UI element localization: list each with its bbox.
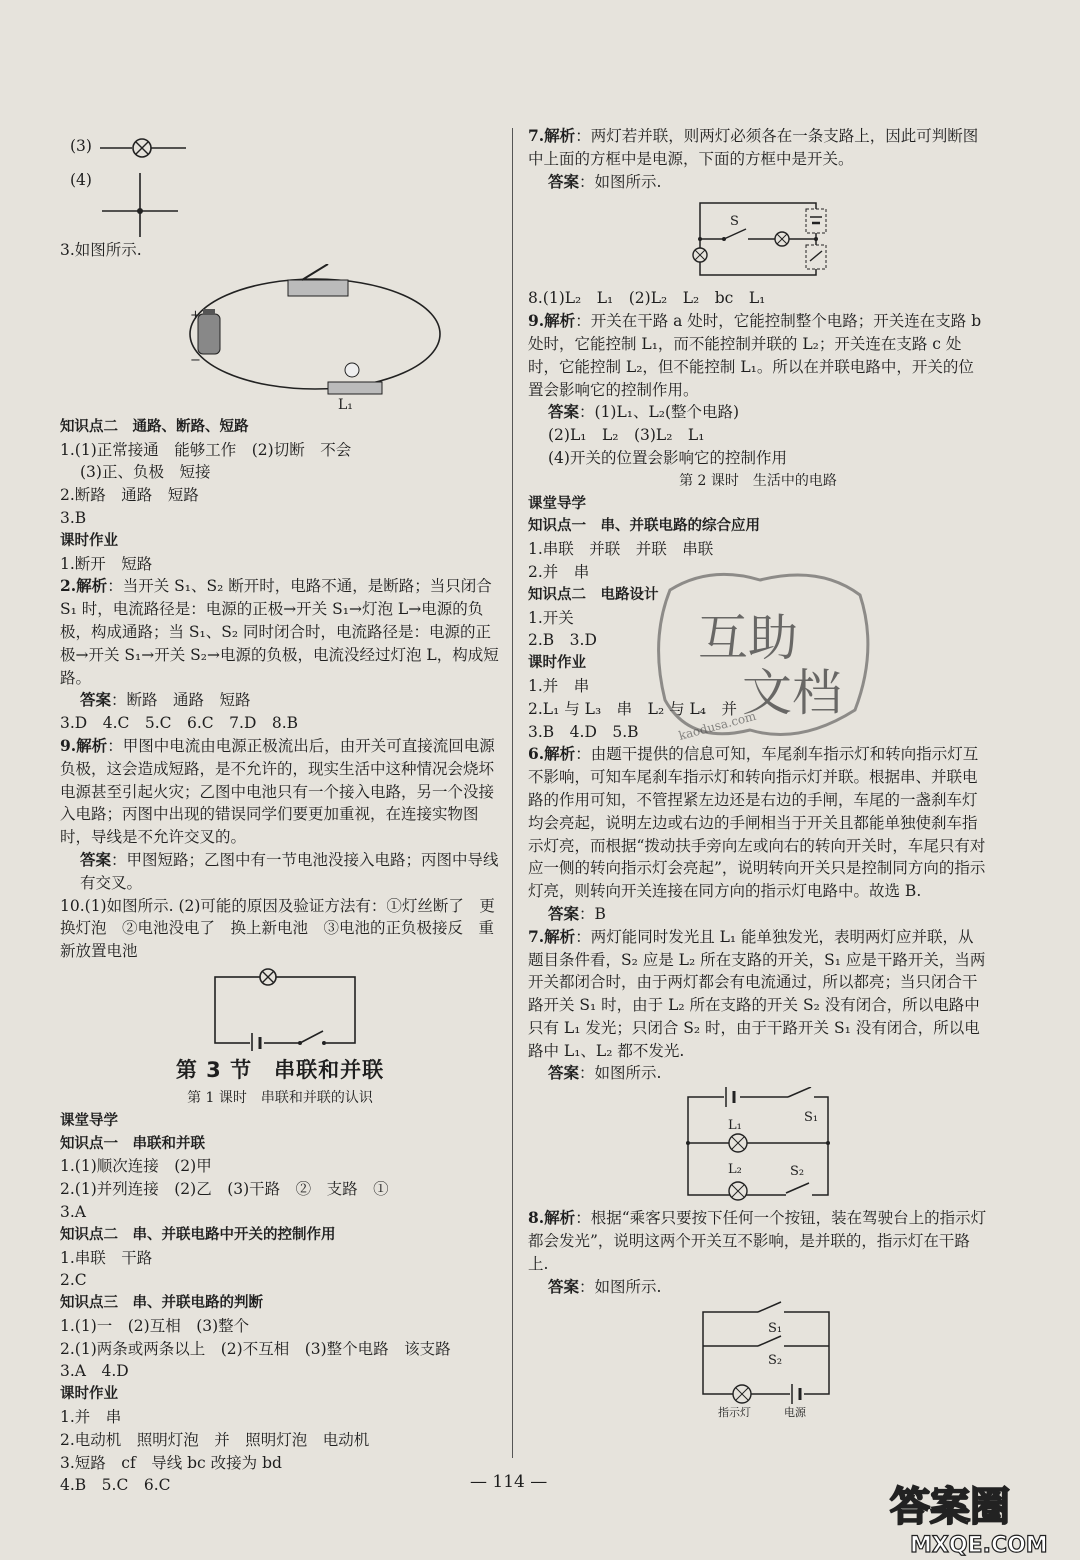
circuit-diagram-10 <box>60 965 500 1051</box>
answer <box>528 171 988 194</box>
explanation <box>528 926 988 1063</box>
corner-logo-text: 答案圈 <box>890 1484 1010 1530</box>
label-l2: L₂ <box>728 1162 742 1178</box>
label-s2: S₂ <box>790 1164 805 1180</box>
parallel-lamps-boxes <box>528 195 988 285</box>
answer-line: 4.B 5.C 6.C <box>60 1476 171 1495</box>
answer-line: 1.开关 <box>528 608 574 627</box>
label: 7.解析 <box>528 126 576 145</box>
text: ：如图所示. <box>579 172 662 191</box>
lamp-and-crossing-symbols <box>60 127 260 237</box>
corner-watermark <box>880 1468 1080 1560</box>
label-s1: S₁ <box>804 1110 819 1126</box>
label: 9.解析 <box>528 311 576 331</box>
text: ：甲图中电流由电源正极流出后，由开关可直接流回电源负极，这会造成短路，是不允许的，现实生活中这种情况会烧坏电源甚至引起火灾；乙图中电池只有一个接入电路，另一个没接入电路；丙图中出现的错误同学们要更加重视，在连接实物图时，导线是不允许交叉的。 <box>60 736 495 847</box>
answer-line: 2.电动机 照明灯泡 并 照明灯泡 电动机 <box>60 1430 370 1449</box>
label: 答案 <box>548 171 580 191</box>
label-power: 电源 <box>784 1406 806 1419</box>
answer-line: (3)正、负极 短接 <box>80 463 211 482</box>
answer-line: 3.B <box>60 508 87 527</box>
section-heading: 知识点二 通路、断路、短路 <box>60 418 249 435</box>
answer-line: 1.并 串 <box>528 676 590 695</box>
answer-line: 1.(1)一 (2)互相 (3)整个 <box>60 1316 250 1335</box>
section-heading: 课堂导学 <box>60 1112 118 1129</box>
section-heading: 知识点二 电路设计 <box>528 586 659 603</box>
indicator-light-circuit <box>528 1300 988 1418</box>
answer-line: 2.C <box>60 1271 87 1290</box>
section-title: 第 3 节 串联和并联 <box>175 1057 385 1082</box>
answer-line: 2.断路 通路 短路 <box>60 486 199 505</box>
column-divider <box>512 128 513 1458</box>
answer <box>60 689 500 712</box>
section-heading: 知识点一 串、并联电路的综合应用 <box>528 518 760 535</box>
battery-switch-bulb-illustration <box>60 264 500 414</box>
label-s1: S₁ <box>768 1321 783 1337</box>
answer <box>60 849 500 895</box>
corner-url: MXQE.COM <box>910 1533 1048 1558</box>
answer <box>528 1062 988 1085</box>
answer-line: 2.并 串 <box>528 562 590 581</box>
section-heading: 课时作业 <box>60 532 118 549</box>
circuit-diagram-7 <box>528 195 988 285</box>
text: ：甲图短路；乙图中有一节电池没接入电路；丙图中导线有交叉。 <box>80 850 499 892</box>
answer-line: 3.A 4.D <box>60 1362 129 1381</box>
explanation <box>528 125 988 171</box>
section-heading: 课时作业 <box>60 1386 118 1403</box>
label: 答案 <box>548 402 580 422</box>
fig-label-3: (3) <box>70 137 92 155</box>
text: ：当开关 S₁、S₂ 断开时，电路不通，是断路；当只闭合 S₁ 时，电流路径是：电源的正极→开关 S₁→灯泡 L→电源的负极，构成通路；当 S₁、S₂ 同时闭合时，电流路径是：电源的正极→开关 S₁→开关 S₂→电源的负极，电流没经过灯泡 L，构成短路。 <box>60 577 499 687</box>
lesson-title: 第 2 课时 生活中的电路 <box>679 472 837 489</box>
text: ：两灯若并联，则两灯必须各在一条支路上，因此可判断图中上面的方框中是电源，下面的方框中是开关。 <box>528 127 979 168</box>
explanation <box>528 310 988 401</box>
label-l1: L₁ <box>728 1118 742 1134</box>
circuit-diagram-8b <box>528 1300 988 1418</box>
answer-line: 10.(1)如图所示. (2)可能的原因及验证方法有：①灯丝断了 更换灯泡 ②电池没电了 换上新电池 ③电池的正负极接反 重新放置电池 <box>60 896 495 961</box>
switch-s-label: S <box>730 214 739 230</box>
answer-line: 1.(1)顺次连接 (2)甲 <box>60 1157 212 1176</box>
answer-line: 1.串联 干路 <box>60 1248 153 1267</box>
text: ：两灯能同时发光且 L₁ 能单独发光，表明两灯应并联，从题目条件看，S₂ 应是 L₂ 所在支路的开关，S₁ 应是干路开关，当两开关都闭合时，由于两灯都会有电流通过，所以都亮；当只闭合干路开关 S₁ 时，由于 L₂ 所在支路的开关 S₂ 没有闭合，所以电路中只有 L₁ 发光；只闭合 S₂ 时，由于干路开关 S₁ 没有闭合，所以电路中 L₁、L₂ 都不发光. <box>528 927 986 1060</box>
symbol-figures <box>60 127 500 237</box>
answer-line: 2.(1)并列连接 (2)乙 (3)干路 ② 支路 ① <box>60 1180 389 1199</box>
label: 答案 <box>548 1276 580 1296</box>
text: ：开关在干路 a 处时，它能控制整个电路；开关连在支路 b 处时，它能控制 L₁，而不能控制并联的 L₂；开关连在支路 c 处时，它能控制 L₂，但不能控制 L₁。所以在并联电路中，开关的位置会影响它的控制作用。 <box>528 312 982 399</box>
answer-3: 3.如图所示. <box>60 241 142 259</box>
label: 8.解析 <box>528 1208 576 1228</box>
answer-line: 3.B 4.D 5.B <box>528 722 639 741</box>
text: ：断路 通路 短路 <box>111 691 251 710</box>
explanation <box>60 735 500 849</box>
circuit-photo-figure <box>60 264 500 414</box>
answer-line: 1.并 串 <box>60 1408 122 1427</box>
stamp-url: kaodusa.com <box>677 708 758 743</box>
bulb-label: L₁ <box>338 396 353 413</box>
answer-line: (2)L₁ L₂ (3)L₂ L₁ <box>548 426 705 445</box>
answer <box>528 401 988 424</box>
answer-line: 2.B 3.D <box>528 631 597 650</box>
svg-text:+: + <box>190 307 201 323</box>
label: 6.解析 <box>528 744 576 764</box>
answer-line: 3.A <box>60 1202 86 1221</box>
label-s2: S₂ <box>768 1353 783 1369</box>
left-column <box>60 125 500 1497</box>
section-heading: 知识点一 串联和并联 <box>60 1135 205 1152</box>
answer-line: (4)开关的位置会影响它的控制作用 <box>548 448 787 467</box>
answer <box>528 1276 988 1299</box>
svg-text:文档: 文档 <box>742 664 842 722</box>
text: ：如图所示. <box>579 1064 662 1083</box>
label: 答案 <box>80 849 112 869</box>
answer-line: 1.(1)正常接通 能够工作 (2)切断 不会 <box>60 440 352 459</box>
fig-label-4: (4) <box>70 171 92 189</box>
text: ：B <box>579 904 606 923</box>
page-number: — 114 — <box>470 1472 548 1492</box>
explanation <box>60 575 500 689</box>
explanation <box>528 1207 988 1275</box>
circuit-diagram-7b <box>528 1087 988 1205</box>
answer-line: 2.(1)两条或两条以上 (2)不互相 (3)整个电路 该支路 <box>60 1339 451 1358</box>
right-column <box>528 125 988 1420</box>
text: ：如图所示. <box>579 1277 662 1296</box>
section-heading: 知识点二 串、并联电路中开关的控制作用 <box>60 1226 336 1243</box>
label-indicator: 指示灯 <box>718 1406 751 1419</box>
parallel-lamps-two-switches <box>528 1087 988 1205</box>
answer-line: 3.D 4.C 5.C 6.C 7.D 8.B <box>60 714 299 733</box>
text: ：(1)L₁、L₂(整个电路) <box>579 403 740 422</box>
answer-line: 1.串联 并联 并联 串联 <box>528 540 714 559</box>
lesson-title: 第 1 课时 串联和并联的认识 <box>187 1089 373 1106</box>
section-heading: 知识点三 串、并联电路的判断 <box>60 1295 263 1312</box>
svg-text:−: − <box>190 352 201 368</box>
label: 7.解析 <box>528 926 576 946</box>
answer-line: 8.(1)L₂ L₁ (2)L₂ L₂ bc L₁ <box>528 289 766 308</box>
answer-line: 3.短路 cf 导线 bc 改接为 bd <box>60 1453 282 1472</box>
label: 答案 <box>548 1063 580 1083</box>
explanation <box>528 743 988 903</box>
series-lamp-battery-switch <box>60 965 500 1051</box>
watermark-stamp <box>650 560 880 750</box>
answer-line: 1.断开 短路 <box>60 554 153 573</box>
label: 2.解析 <box>60 576 108 596</box>
text: ：由题干提供的信息可知，车尾刹车指示灯和转向指示灯互不影响，可知车尾刹车指示灯和转向指示灯并联。根据串、并联电路的作用可知，不管捏紧左边还是右边的手闸，车尾的一盏刹车灯均会亮起，说明左边或右边的手闸相当于开关且都能单独使刹车指示灯亮，而根据“拨动扶手旁向左或向右的转向开关时，车尾只有对应一侧的转向指示灯会亮起”，说明转向开关只是控制同方向的指示灯亮，则转向开关连接在同方向的指示灯电路中。故选 B. <box>528 745 986 901</box>
section-heading: 课堂导学 <box>528 495 586 512</box>
svg-text:互助: 互助 <box>698 609 798 667</box>
label: 9.解析 <box>60 735 108 755</box>
answer <box>528 903 988 926</box>
text: ：根据“乘客只要按下任何一个按钮，装在驾驶台上的指示灯都会发光”，说明这两个开关互不影响，是并联的，指示灯在干路上. <box>528 1209 987 1273</box>
section-heading: 课时作业 <box>528 655 586 672</box>
label: 答案 <box>80 690 112 710</box>
answer-line: 2.L₁ 与 L₃ 串 L₂ 与 L₄ 并 <box>528 699 738 718</box>
label: 答案 <box>548 903 580 923</box>
